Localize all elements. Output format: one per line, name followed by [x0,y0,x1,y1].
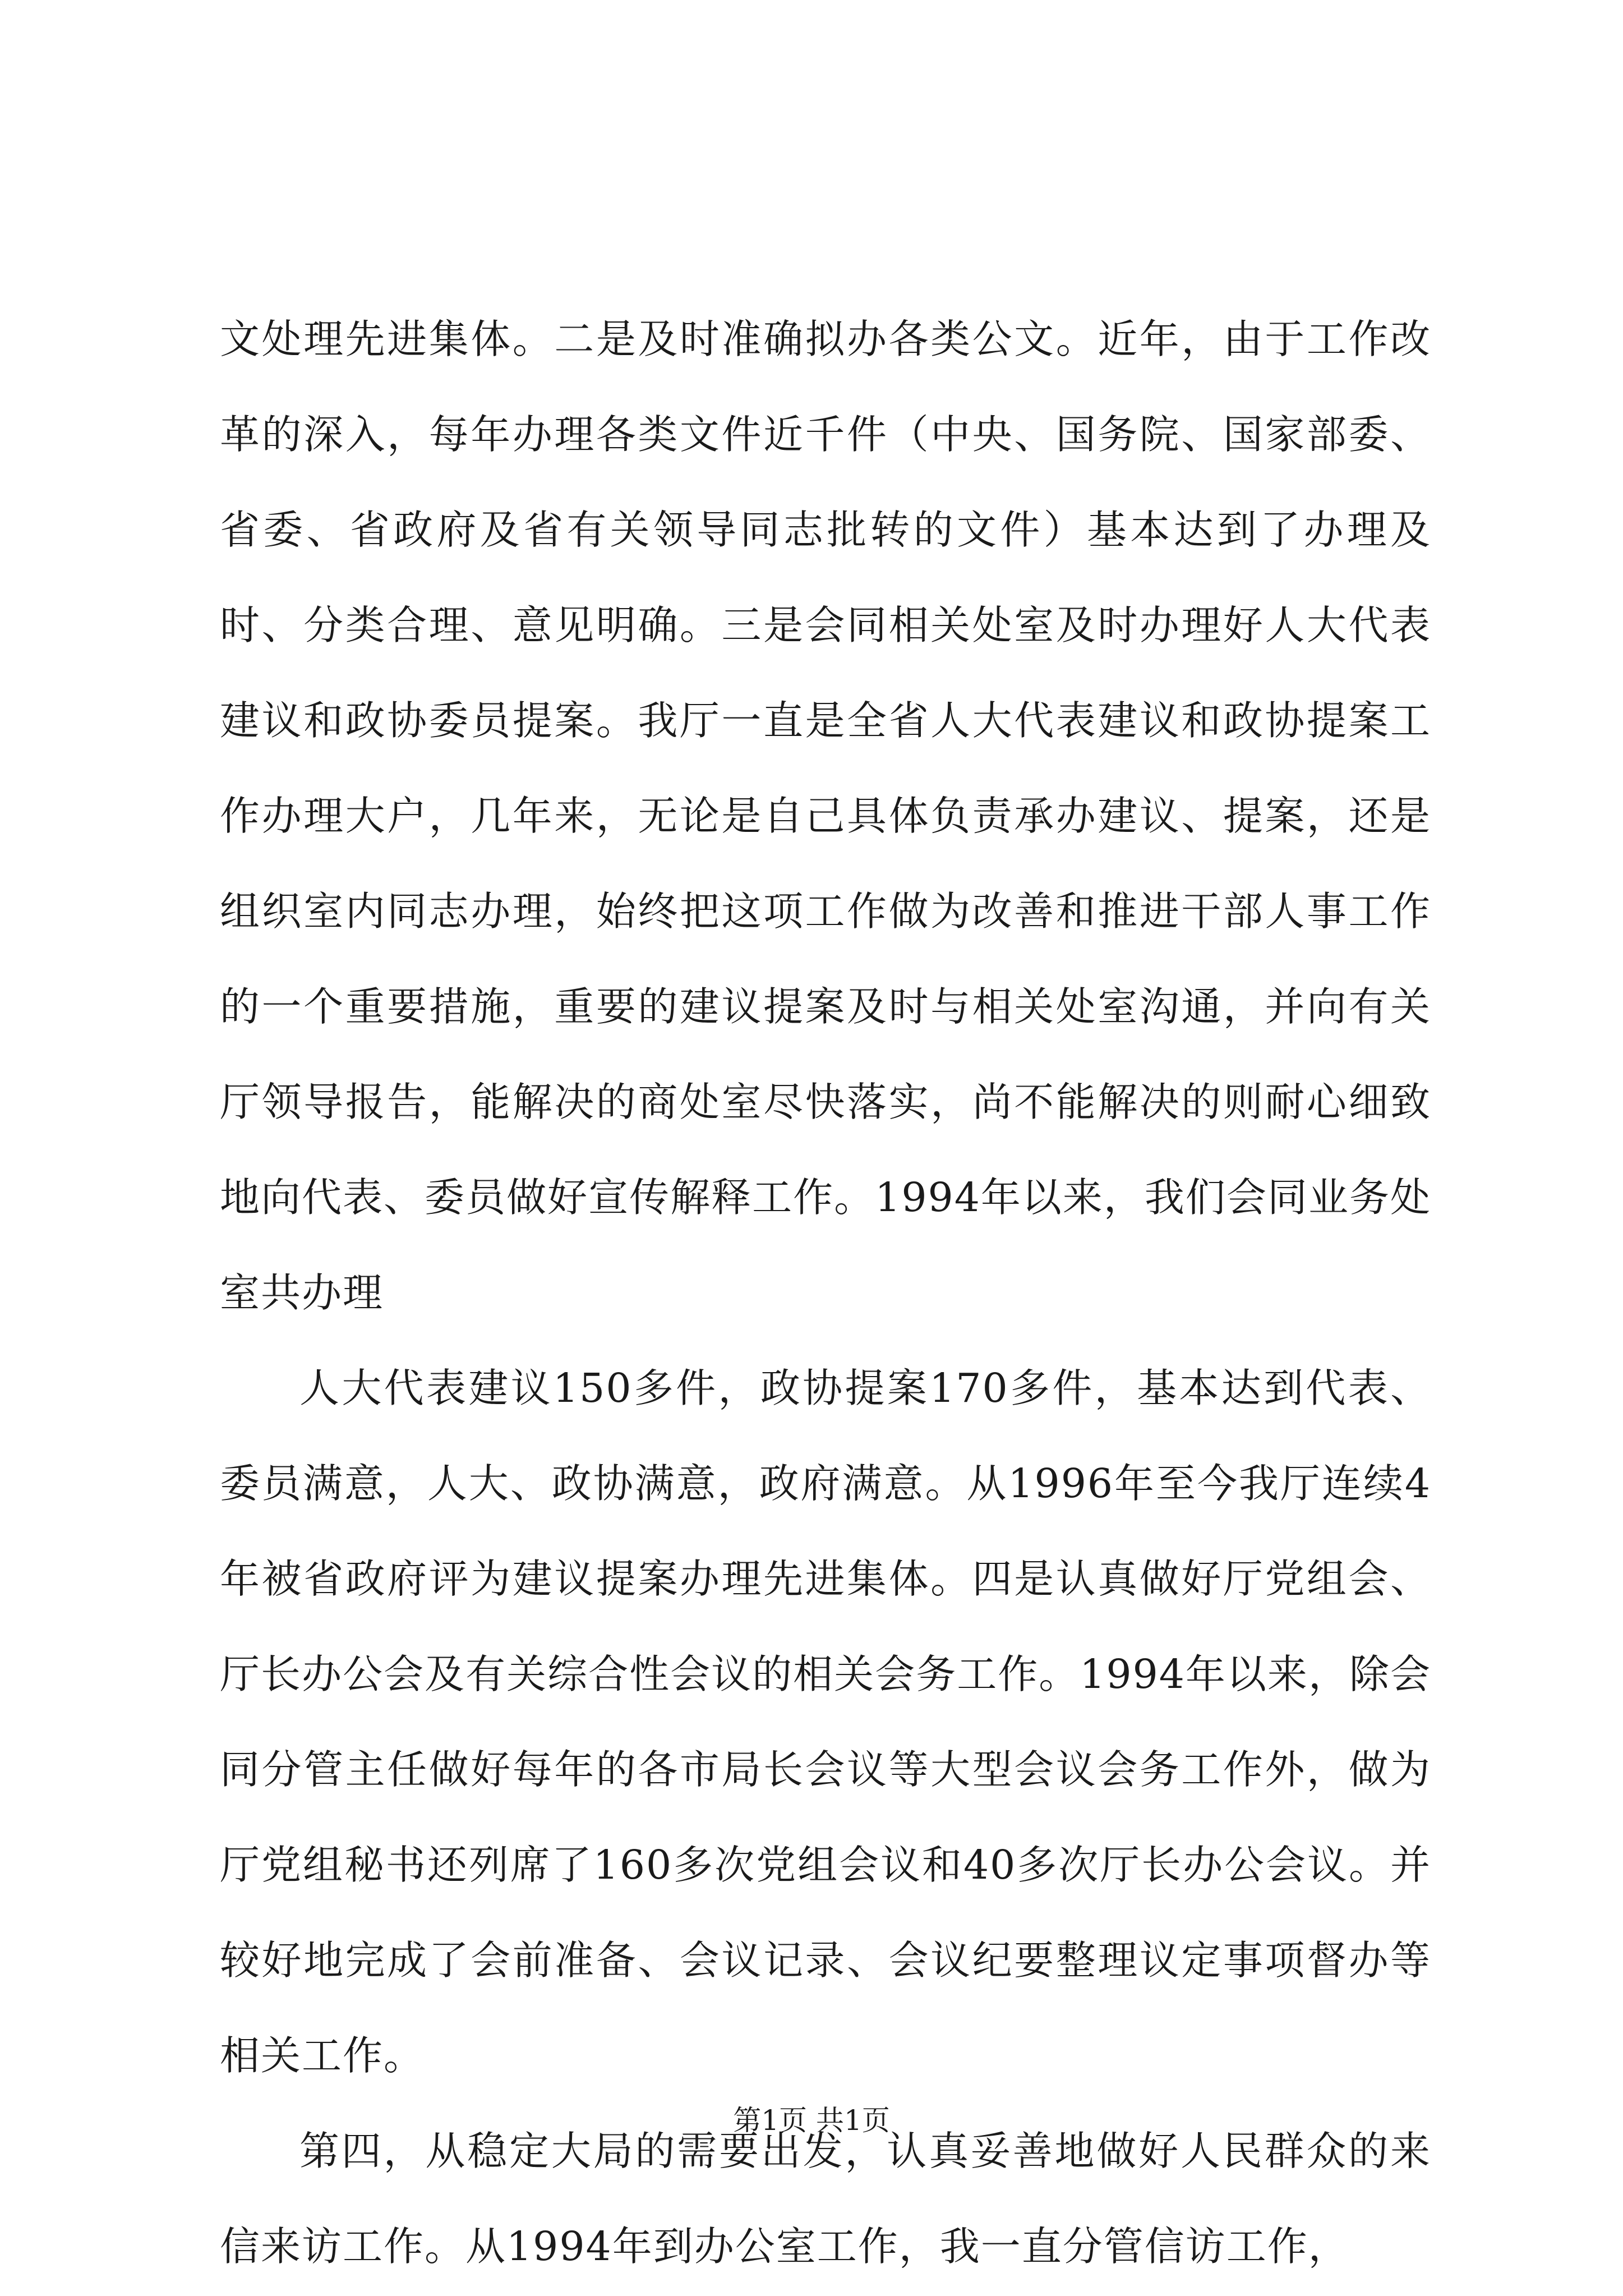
paragraph-3: 第四，从稳定大局的需要出发，认真妥善地做好人民群众的来信来访工作。从1994年到办公室工作，我一直分管信访工作， [220,2128,1431,2270]
page-footer: 第1页 共1页 [733,2104,890,2137]
document-body [220,292,1431,2294]
paragraph-2: 人大代表建议150多件，政协提案170多件，基本达到代表、委员满意，人大、政协满意，政府满意。从1996年至今我厅连续4年被省政府评为建议提案办理先进集体。四是认真做好厅党组会、厅长办公会及有关综合性会议的相关会务工作。1994年以来，除会同分管主任做好每年的各市局长会议等大型会议会务工作外，做为厅党组秘书还列席了160多次党组会议和40多次厅长办公会议。并较好地完成了会前准备、会议记录、会议纪要整理议定事项督办等相关工作。 [220,1365,1431,2079]
paragraph-1: 文处理先进集体。二是及时准确拟办各类公文。近年，由于工作改革的深入，每年办理各类文件近千件（中央、国务院、国家部委、省委、省政府及省有关领导同志批转的文件）基本达到了办理及时、分类合理、意见明确。三是会同相关处室及时办理好人大代表建议和政协委员提案。我厅一直是全省人大代表建议和政协提案工作办理大户，几年来，无论是自己具体负责承办建议、提案，还是组织室内同志办理，始终把这项工作做为改善和推进干部人事工作的一个重要措施，重要的建议提案及时与相关处室沟通，并向有关厅领导报告，能解决的商处室尽快落实，尚不能解决的则耐心细致地向代表、委员做好宣传解释工作。1994年以来，我们会同业务处室共办理 [220,316,1431,1316]
